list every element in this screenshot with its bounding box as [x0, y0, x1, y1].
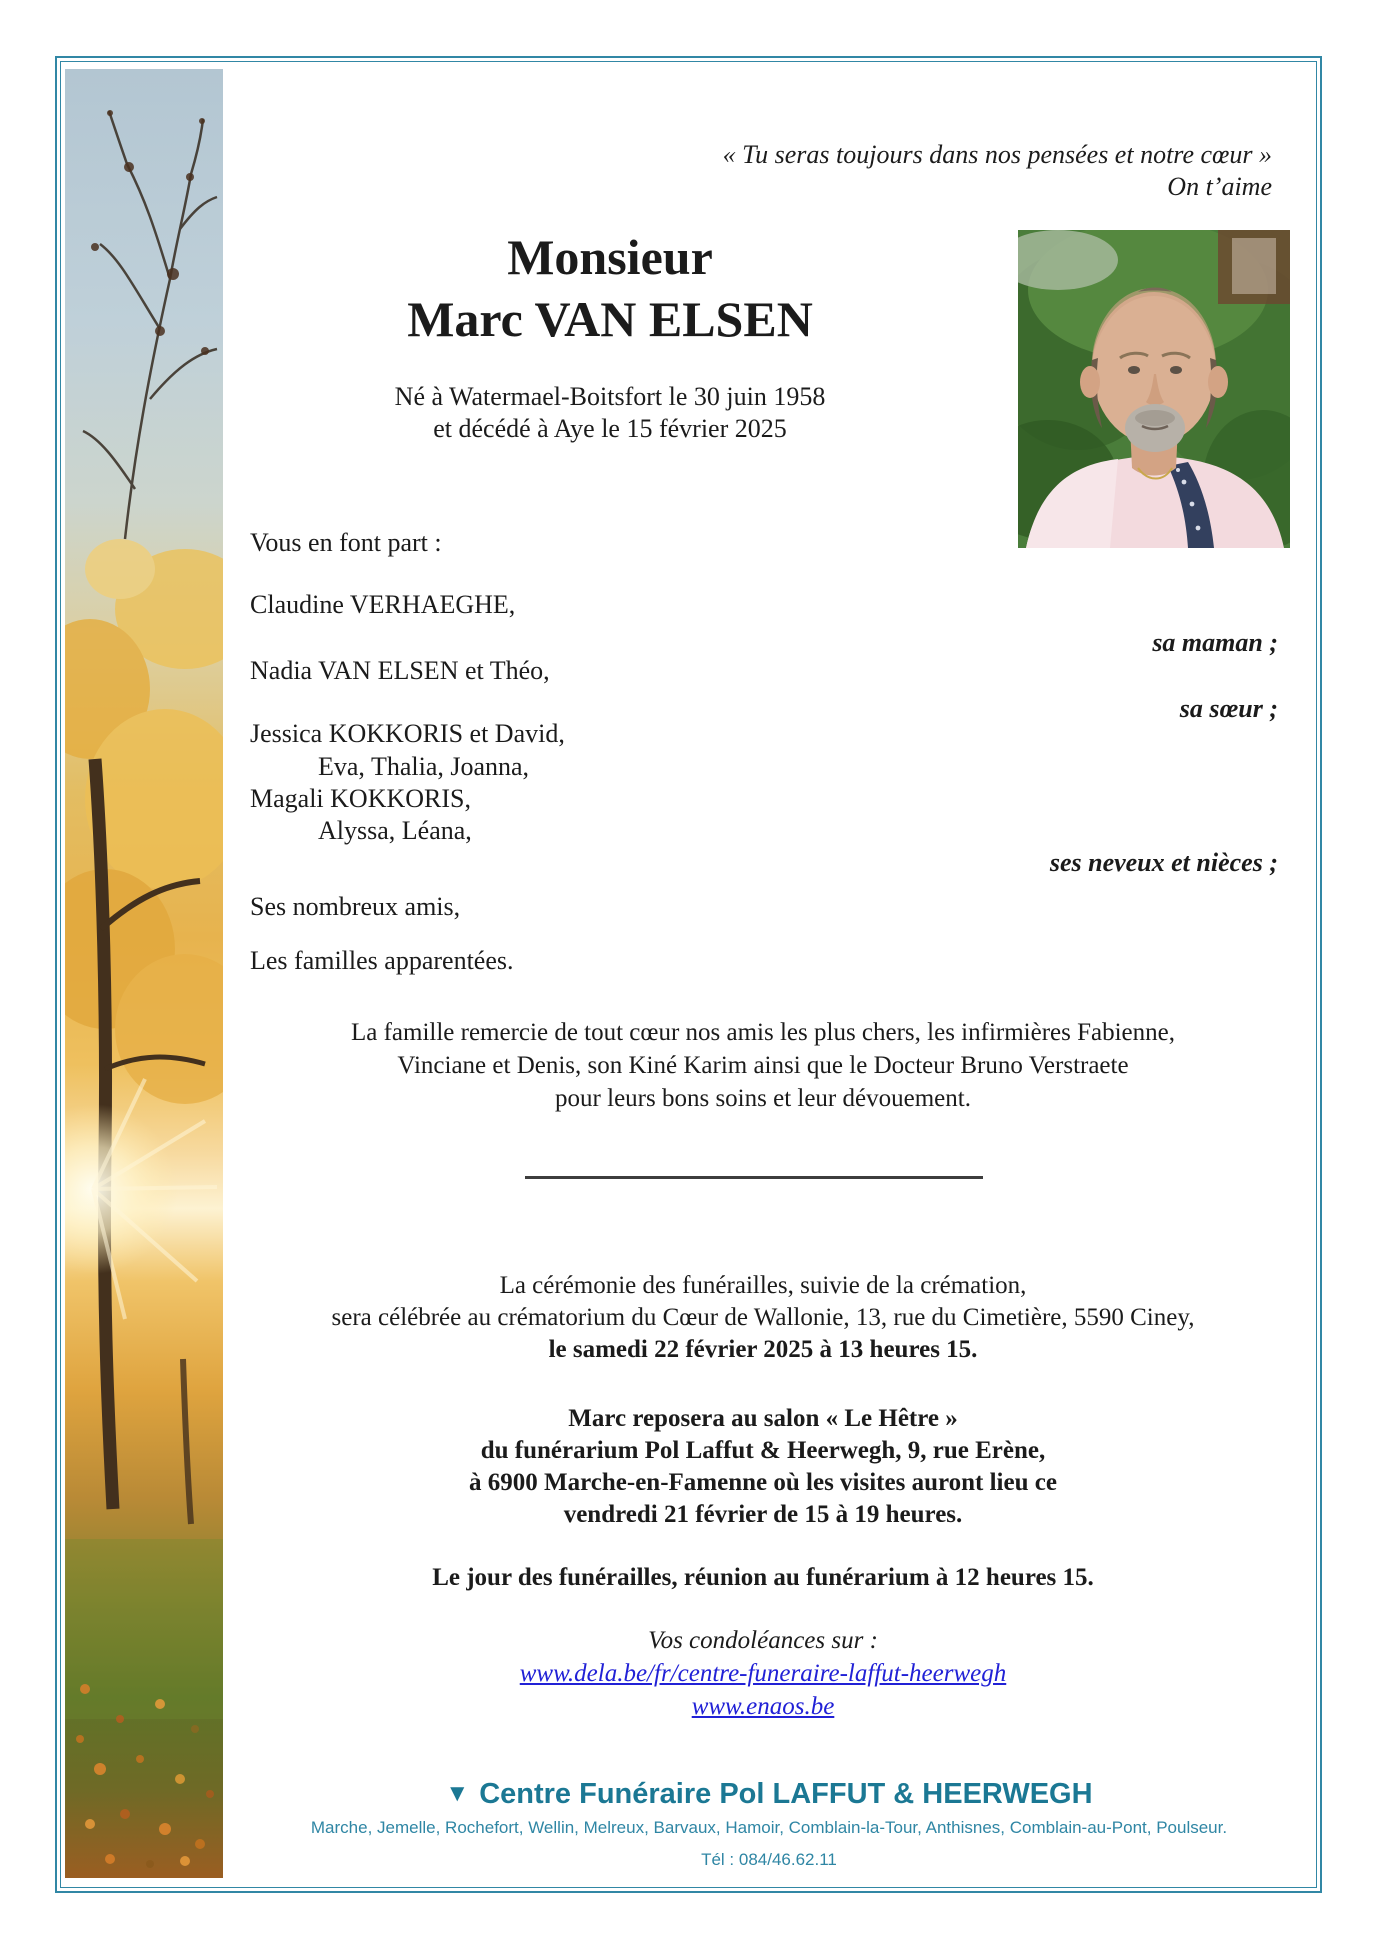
ceremony-line: La cérémonie des funérailles, suivie de la crémation,	[499, 1272, 1027, 1299]
relative-line: Claudine VERHAEGHE,	[250, 590, 516, 619]
relative-line: Nadia VAN ELSEN et Théo,	[250, 656, 550, 685]
relation-label: sa sœur ;	[1179, 694, 1278, 723]
visitation-line: vendredi 21 février de 15 à 19 heures.	[563, 1501, 963, 1528]
condolence-link-enaos[interactable]: www.enaos.be	[691, 1693, 835, 1720]
funeral-home-name-label: Centre Funéraire Pol LAFFUT & HEERWEGH	[479, 1778, 1093, 1810]
relative-line: Jessica KOKKORIS et David,	[250, 719, 565, 748]
title-honorific: Monsieur	[507, 229, 713, 285]
section-divider	[525, 1158, 983, 1179]
funeral-home-name	[223, 1778, 1315, 1811]
condolences-label: Vos condoléances sur :	[648, 1627, 878, 1654]
golden-foliage	[65, 539, 223, 1104]
visitation-paragraph	[248, 1403, 1278, 1531]
birth-line: Né à Watermael-Boitsfort le 30 juin 1958	[394, 382, 826, 411]
families-line: Les familles apparentées.	[250, 946, 514, 975]
tribute-paragraph	[248, 1016, 1278, 1115]
friends-line: Ses nombreux amis,	[250, 892, 461, 921]
deceased-name: Marc VAN ELSEN	[407, 291, 813, 347]
relative-line: Alyssa, Léana,	[318, 816, 472, 845]
ceremony-paragraph	[248, 1270, 1278, 1366]
visitation-line: à 6900 Marche-en-Famenne où les visites auront lieu ce	[469, 1469, 1057, 1496]
ceremony-date-line: le samedi 22 février 2025 à 13 heures 15.	[548, 1336, 978, 1363]
relative-line: Magali KOKKORIS,	[250, 784, 471, 813]
visitation-line: du funérarium Pol Laffut & Heerwegh, 9, rue Erène,	[480, 1437, 1046, 1464]
condolence-link-dela[interactable]: www.dela.be/fr/centre-funeraire-laffut-heerwegh	[519, 1660, 1007, 1687]
announcement-intro: Vous en font part :	[250, 528, 442, 557]
autumn-photo-strip	[65, 69, 223, 1878]
quote-signature: On t’aime	[1167, 172, 1272, 201]
autumn-photo	[65, 69, 223, 1878]
tribute-line: Vinciane et Denis, son Kiné Karim ainsi que le Docteur Bruno Verstraete	[397, 1052, 1129, 1079]
funeral-home-phone: Tél : 084/46.62.11	[701, 1850, 837, 1869]
death-line: et décédé à Aye le 15 février 2025	[433, 414, 787, 443]
visitation-line: Marc reposera au salon « Le Hêtre »	[568, 1405, 958, 1432]
relation-label: sa maman ;	[1152, 628, 1278, 657]
portrait-drawing	[1018, 230, 1290, 548]
tribute-line: La famille remercie de tout cœur nos amis les plus chers, les infirmières Fabienne,	[350, 1019, 1176, 1046]
relative-line: Eva, Thalia, Joanna,	[318, 752, 530, 781]
relation-label: ses neveux et nièces ;	[1049, 848, 1278, 877]
gathering-line: Le jour des funérailles, réunion au funérarium à 12 heures 15.	[432, 1564, 1094, 1591]
funeral-home-cities: Marche, Jemelle, Rochefort, Wellin, Melreux, Barvaux, Hamoir, Comblain-la-Tour, Anthisnes, Comblain-au-Pont, Poulseur.	[310, 1818, 1228, 1837]
dela-logo-icon: ▼	[445, 1780, 470, 1807]
tribute-line: pour leurs bons soins et leur dévouement.	[555, 1085, 971, 1112]
memorial-quote: « Tu seras toujours dans nos pensées et notre cœur »	[722, 140, 1272, 169]
ceremony-line: sera célébrée au crématorium du Cœur de Wallonie, 13, rue du Cimetière, 5590 Ciney,	[331, 1304, 1195, 1331]
portrait-photo	[1018, 230, 1290, 548]
